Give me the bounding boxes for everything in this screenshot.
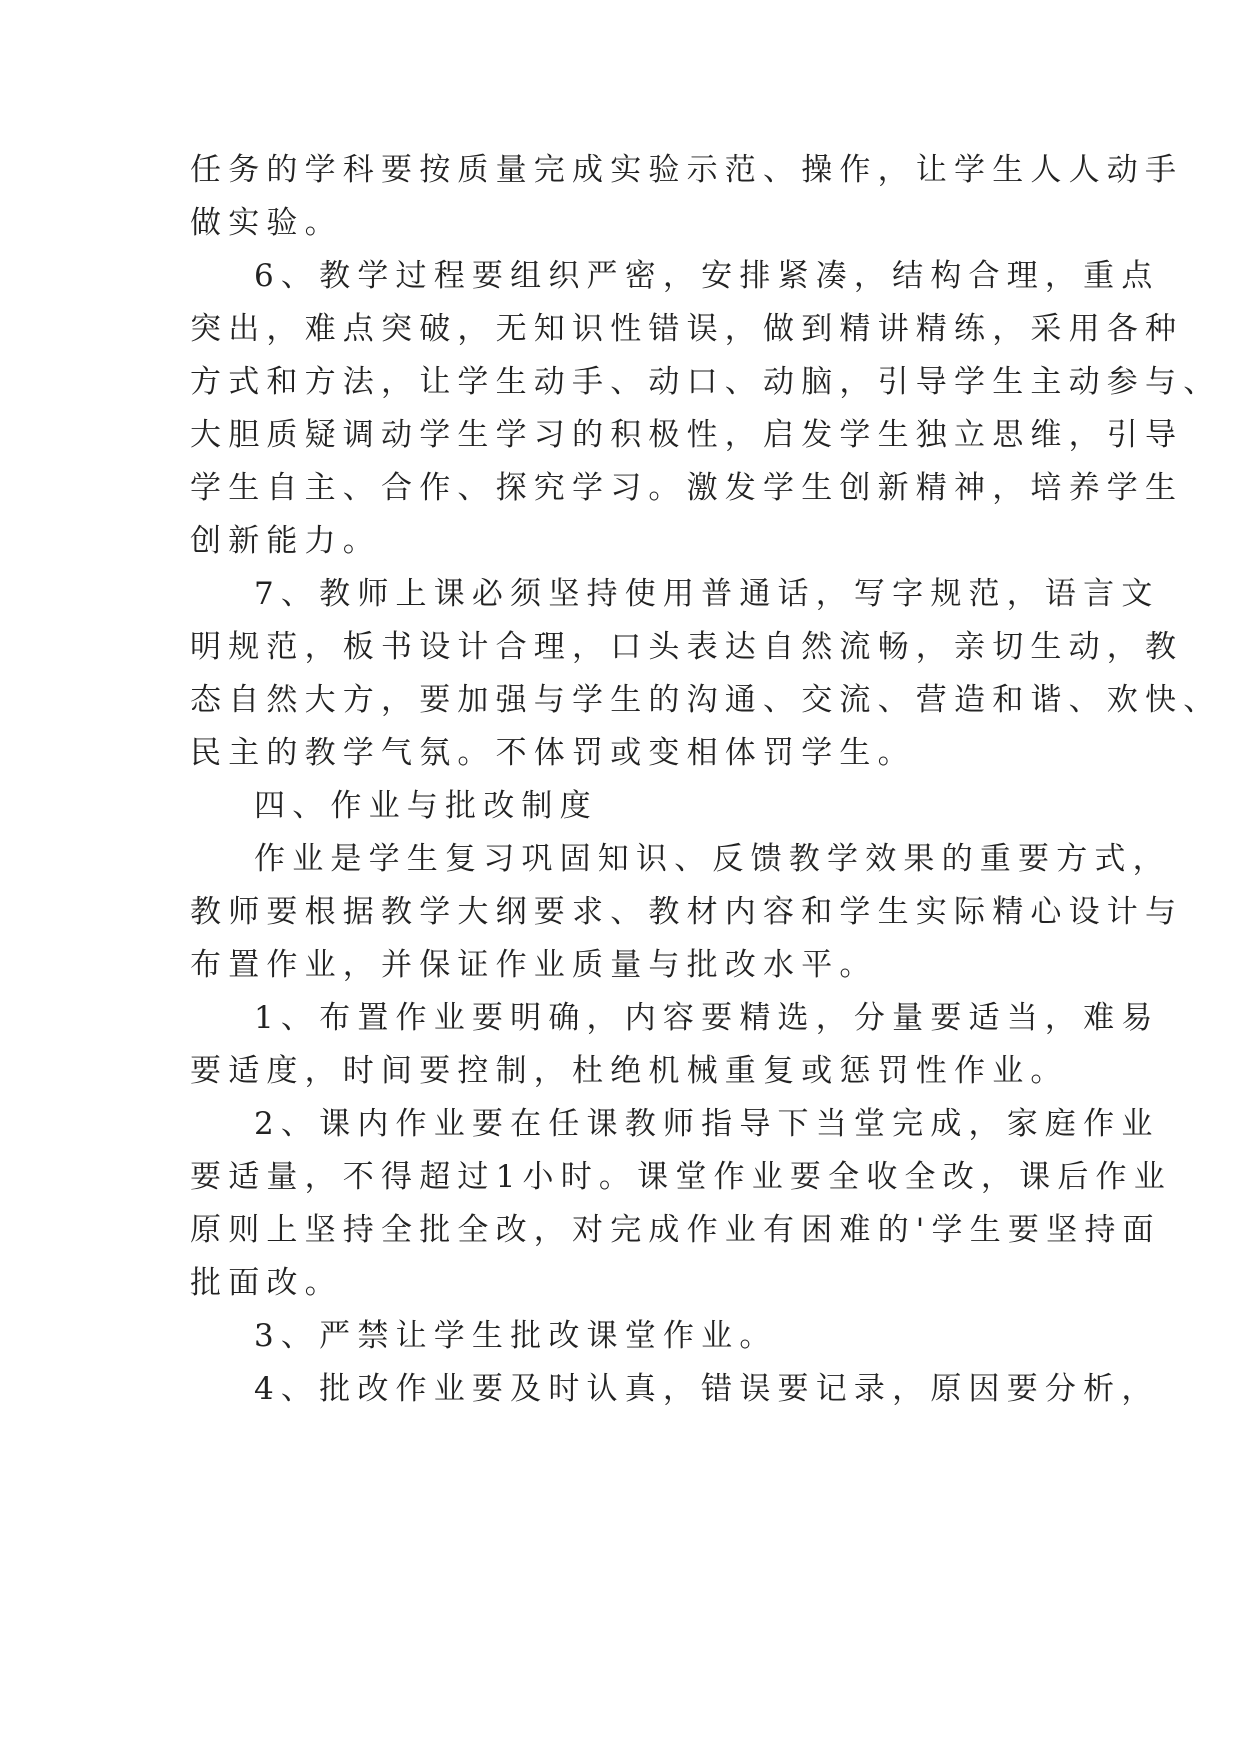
text-line: 态自然大方，要加强与学生的沟通、交流、营造和谐、欢快、 bbox=[190, 682, 1222, 718]
text-line: 学生自主、合作、探究学习。激发学生创新精神，培养学生 bbox=[190, 470, 1184, 506]
section-heading: 四、作业与批改制度 bbox=[254, 788, 598, 824]
text-line: 1、布置作业要明确，内容要精选，分量要适当，难易 bbox=[254, 1000, 1160, 1036]
text-line: 7、教师上课必须坚持使用普通话，写字规范，语言文 bbox=[254, 576, 1160, 612]
text-line: 批面改。 bbox=[190, 1265, 343, 1301]
text-line: 布置作业，并保证作业质量与批改水平。 bbox=[190, 947, 878, 983]
text-line: 作业是学生复习巩固知识、反馈教学效果的重要方式， bbox=[254, 841, 1171, 877]
text-line: 3、严禁让学生批改课堂作业。 bbox=[254, 1318, 778, 1354]
text-line: 民主的教学气氛。不体罚或变相体罚学生。 bbox=[190, 735, 916, 771]
text-line: 4、批改作业要及时认真，错误要记录，原因要分析， bbox=[254, 1371, 1160, 1407]
text-line: 突出，难点突破，无知识性错误，做到精讲精练，采用各种 bbox=[190, 311, 1184, 347]
text-line: 明规范，板书设计合理，口头表达自然流畅，亲切生动，教 bbox=[190, 629, 1184, 665]
text-line: 创新能力。 bbox=[190, 523, 381, 559]
text-line: 教师要根据教学大纲要求、教材内容和学生实际精心设计与 bbox=[190, 894, 1184, 930]
text-line: 原则上坚持全批全改，对完成作业有困难的'学生要坚持面 bbox=[190, 1212, 1161, 1248]
text-line: 2、课内作业要在任课教师指导下当堂完成，家庭作业 bbox=[254, 1106, 1160, 1142]
text-line: 要适量，不得超过1小时。课堂作业要全收全改，课后作业 bbox=[190, 1159, 1172, 1195]
text-line: 要适度，时间要控制，杜绝机械重复或惩罚性作业。 bbox=[190, 1053, 1069, 1089]
text-line: 任务的学科要按质量完成实验示范、操作，让学生人人动手 bbox=[190, 152, 1184, 188]
text-line: 大胆质疑调动学生学习的积极性，启发学生独立思维，引导 bbox=[190, 417, 1184, 453]
text-line: 方式和方法，让学生动手、动口、动脑，引导学生主动参与、 bbox=[190, 364, 1222, 400]
text-line: 6、教学过程要组织严密，安排紧凑，结构合理，重点 bbox=[254, 258, 1160, 294]
text-line: 做实验。 bbox=[190, 205, 343, 241]
